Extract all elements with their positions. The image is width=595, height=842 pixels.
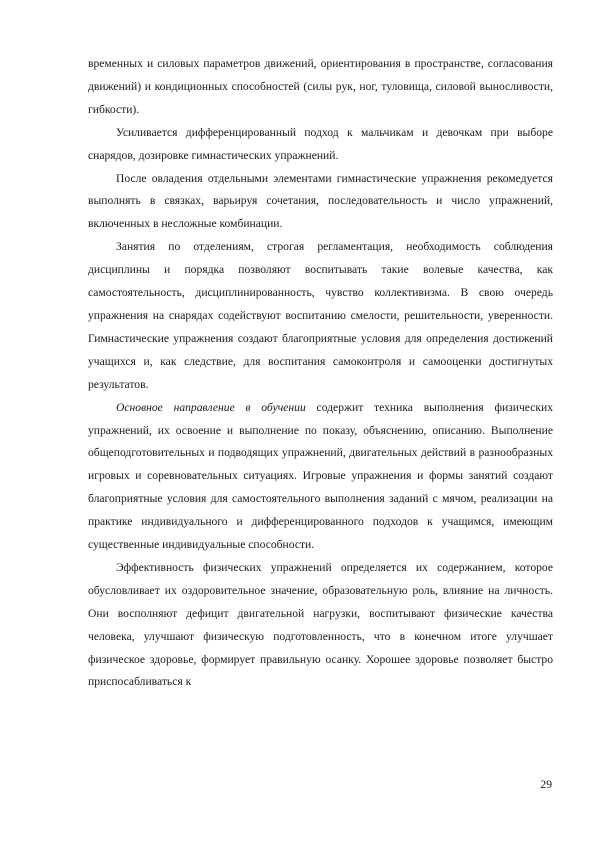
paragraph-4: Занятия по отделениям, строгая регламентация, необходимость соблюдения дисциплины и порядка позволяют воспитывать такие волевые качества, как самостоятельность, дисциплинированность, чувство коллективизма. В свою очередь упражнения на снарядах содействуют воспитанию смелости, решительности, уверенности. Гимнастические упражнения создают благоприятные условия для определения достижений учащихся и, как следствие, для воспитания самоконтроля и самооценки достигнутых результатов. [88,240,553,391]
italic-lead-phrase: Основное направление в обучении [116,400,306,414]
paragraph-5-body: содержит техника выполнения физических упражнений, их освоение и выполнение по показу, объяснению, описанию. Выполнение общеподготовительных и подводящих упражнений, двигательных действий в разнообразных игровых и соревновательных ситуациях. Игровые упражнения и формы занятий создают благоприятные условия для самостоятельного выполнения заданий с мячом, реализации на практике индивидуального и дифференцированного подходов к учащимся, имеющим существенные индивидуальные способности. [88,400,553,552]
paragraph-3: После овладения отдельными элементами гимнастические упражнения рекомедуется выполнять в связках, варьируя сочетания, последовательность и число упражнений, включенных в несложные комбинации. [88,171,553,231]
paragraph-1: временных и силовых параметров движений, ориентирования в пространстве, согласования движений) и кондиционных способностей (силы рук, ног, туловища, силовой выносливости, гибкости). [88,57,553,116]
page-number: 29 [540,778,552,791]
paragraph-6: Эффективность физических упражнений определяется их содержанием, которое обусловливает их оздоровительное значение, образовательную роль, влияние на личность. Они восполняют дефицит двигательной нагрузки, воспитывают физические качества человека, улучшают физическую подготовленность, что в конечном итоге улучшает физическое здоровье, формирует правильную осанку. Хорошее здоровье позволяет быстро приспосабливаться к [88,560,553,689]
body-text [88,53,553,694]
paragraph-2: Усиливается дифференцированный подход к мальчикам и девочкам при выборе снарядов, дозировке гимнастических упражнений. [88,125,553,162]
paragraph-5 [88,397,553,557]
